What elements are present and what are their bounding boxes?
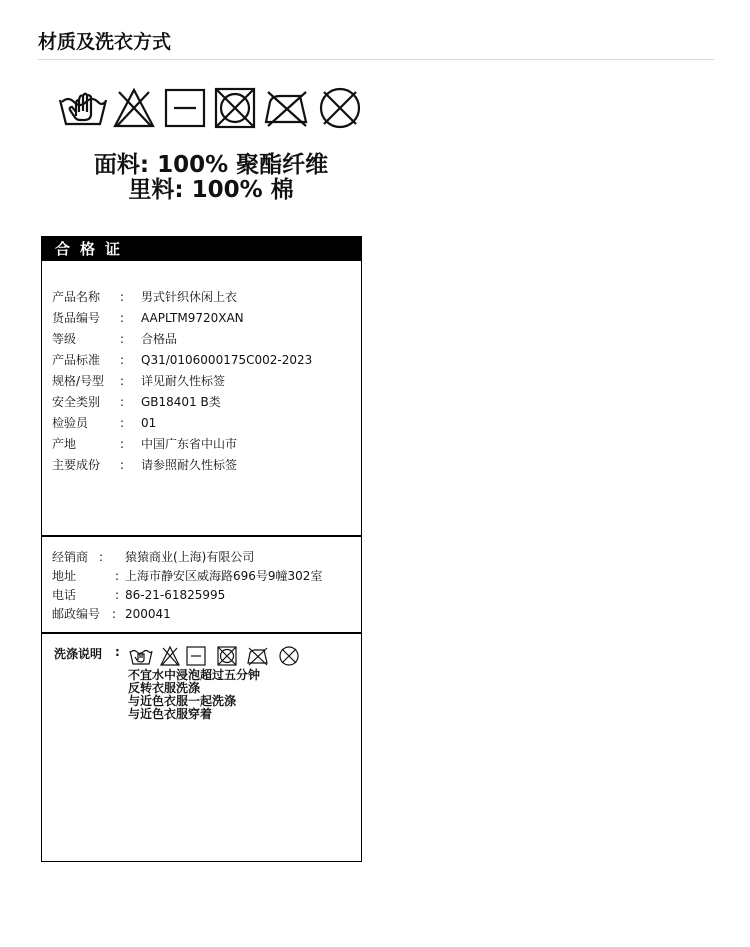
- company-row: 电话 : 86-21-61825995: [52, 588, 226, 602]
- hand-wash-icon: [130, 651, 152, 665]
- info-label: 产品标准: [52, 353, 101, 367]
- no-bleach-icon: [161, 647, 179, 665]
- hand-wash-icon: [60, 94, 106, 124]
- no-iron-icon: [266, 92, 306, 126]
- info-value: 合格品: [141, 332, 178, 346]
- company-label: 地址: [52, 569, 77, 583]
- dry-flat-icon: [187, 647, 205, 665]
- info-row: 安全类别 : GB18401 B类: [52, 395, 221, 409]
- info-value: 01: [141, 416, 157, 430]
- care-note: 与近色衣服一起洗涤: [128, 694, 237, 708]
- dry-flat-icon: [166, 90, 204, 126]
- care-note: 不宜水中浸泡超过五分钟: [128, 668, 261, 682]
- info-label: 产地: [52, 437, 77, 451]
- care-label: 洗涤说明: [54, 647, 103, 661]
- company-value: 猿猿商业(上海)有限公司: [125, 550, 255, 564]
- certificate-card: 合格证 产品名称 : 男式针织休闲上衣 货品编号 : AAPLTM9720XAN 等级 : 合格品 产品标准 : Q31/0106000175C002-2023 规格/号型 : 详见耐久性标签 安全类别 : GB18401 B类 检验员 : 01 产地 : 中国广东省中山市 主要成份 : 请参照耐久性标签 经销商 : 猿猿商业(上海)有限公司 地址 : 上海市静安区威海路696号9幢302室 电话 : 86-21-61825995 邮政编号 : 200041 洗涤说明 : 不宜水中浸泡超过五分钟 反转衣服洗涤 与近色衣服一起洗涤 与近色衣服穿着: [41, 236, 362, 862]
- info-row: 主要成份 : 请参照耐久性标签: [52, 458, 238, 472]
- company-row: 经销商 : 猿猿商业(上海)有限公司: [52, 550, 255, 564]
- info-value: GB18401 B类: [141, 395, 221, 409]
- company-row: 邮政编号 : 200041: [52, 607, 171, 621]
- no-dry-clean-icon: [321, 89, 359, 127]
- no-iron-icon: [248, 648, 267, 665]
- no-dry-clean-icon: [280, 647, 298, 665]
- info-value: 详见耐久性标签: [141, 374, 226, 388]
- info-row: 检验员 : 01: [52, 416, 157, 430]
- info-value: 男式针织休闲上衣: [141, 290, 238, 304]
- care-note: 反转衣服洗涤: [128, 681, 201, 695]
- info-value: AAPLTM9720XAN: [141, 311, 244, 325]
- info-row: 规格/号型 : 详见耐久性标签: [52, 374, 226, 388]
- no-bleach-icon: [115, 90, 153, 126]
- care-note: 与近色衣服穿着: [128, 707, 213, 721]
- divider: [42, 535, 361, 537]
- no-tumble-dry-icon: [218, 647, 236, 665]
- info-label: 安全类别: [52, 395, 101, 409]
- company-label: 电话: [52, 588, 77, 602]
- info-value: Q31/0106000175C002-2023: [141, 353, 313, 367]
- fabric-lining: 里料: 100% 棉: [128, 177, 294, 203]
- info-label: 检验员: [52, 416, 89, 430]
- company-label: 经销商: [52, 550, 89, 564]
- care-symbols-large: [58, 86, 364, 130]
- info-row: 产品名称 : 男式针织休闲上衣: [52, 290, 238, 304]
- info-label: 主要成份: [52, 458, 101, 472]
- company-label: 邮政编号: [52, 607, 101, 621]
- info-row: 货品编号 : AAPLTM9720XAN: [52, 311, 244, 325]
- company-row: 地址 : 上海市静安区威海路696号9幢302室: [52, 569, 323, 583]
- care-symbols-small: [129, 645, 307, 667]
- info-label: 规格/号型: [52, 374, 105, 388]
- no-tumble-dry-icon: [216, 89, 254, 127]
- company-value: 86-21-61825995: [125, 588, 226, 602]
- info-value: 请参照耐久性标签: [141, 458, 238, 472]
- info-row: 等级 : 合格品: [52, 332, 178, 346]
- info-row: 产品标准 : Q31/0106000175C002-2023: [52, 353, 313, 367]
- info-label: 产品名称: [52, 290, 101, 304]
- divider: [38, 59, 714, 60]
- info-value: 中国广东省中山市: [141, 437, 238, 451]
- fabric-outer: 面料: 100% 聚酯纤维: [93, 152, 329, 178]
- divider: [42, 632, 361, 634]
- company-value: 上海市静安区威海路696号9幢302室: [125, 569, 323, 583]
- info-label: 等级: [52, 332, 77, 346]
- info-label: 货品编号: [52, 311, 101, 325]
- info-row: 产地 : 中国广东省中山市: [52, 437, 238, 451]
- company-value: 200041: [125, 607, 171, 621]
- certificate-header: 合格证: [42, 237, 361, 261]
- section-title: 材质及洗衣方式: [38, 31, 172, 53]
